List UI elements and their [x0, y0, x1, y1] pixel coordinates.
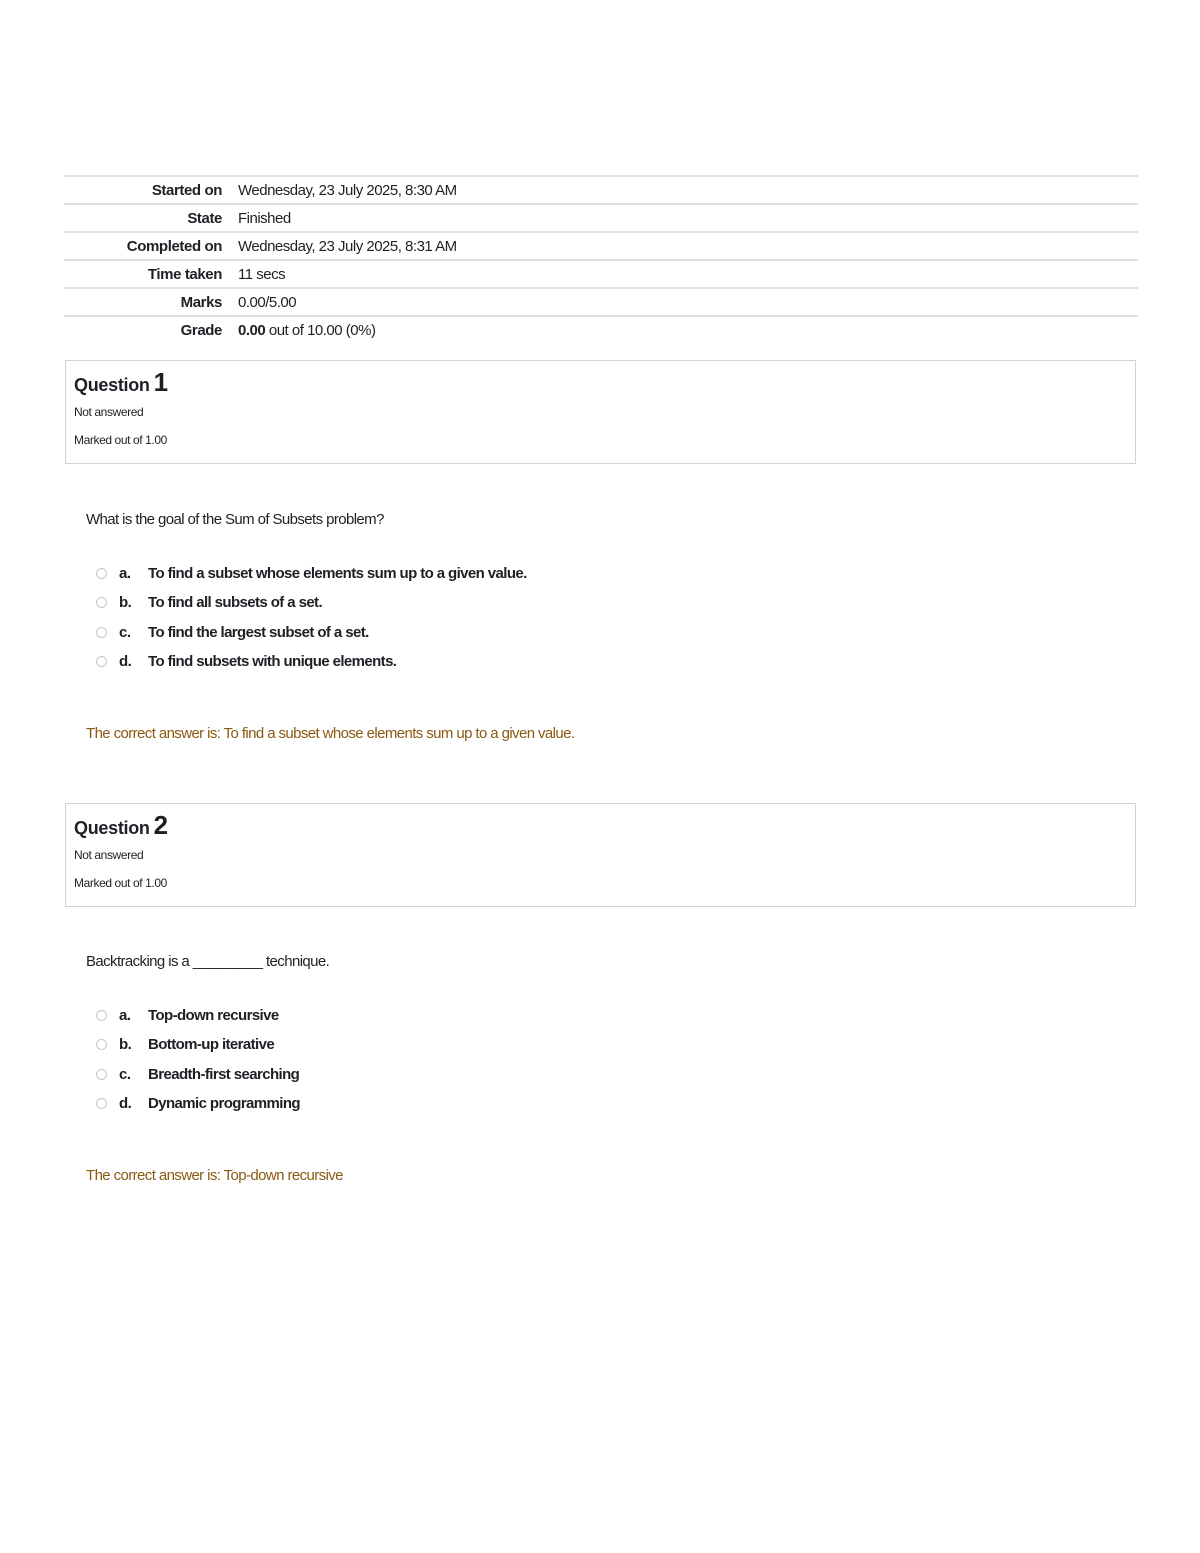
- answer-option[interactable]: [96, 1030, 1086, 1059]
- answer-letter: a.: [119, 565, 131, 583]
- grade-value: 0.00: [238, 322, 266, 339]
- answer-letter: c.: [119, 623, 131, 641]
- summary-value: Wednesday, 23 July 2025, 8:30 AM: [238, 181, 457, 199]
- question-state: Not answered: [74, 405, 144, 419]
- summary-label: Marks: [64, 288, 238, 316]
- question-text: What is the goal of the Sum of Subsets problem?: [86, 511, 384, 528]
- question-number: [74, 812, 1135, 841]
- summary-value: [238, 316, 1138, 344]
- answer-letter: d.: [119, 1095, 132, 1113]
- question-content: [86, 951, 1086, 1184]
- answer-option[interactable]: [96, 1001, 1086, 1030]
- summary-value: 11 secs: [238, 260, 1138, 288]
- question-number-value: 1: [153, 367, 168, 397]
- radio-button[interactable]: [96, 568, 107, 579]
- radio-button[interactable]: [96, 597, 107, 608]
- summary-label: State: [64, 204, 238, 232]
- answer-option[interactable]: [96, 1060, 1086, 1089]
- summary-label: Started on: [151, 181, 222, 199]
- answer-option[interactable]: [96, 559, 1086, 588]
- radio-button[interactable]: [96, 1010, 107, 1021]
- answer-letter: a.: [119, 1007, 131, 1025]
- question-content: [86, 509, 1086, 742]
- answer-option[interactable]: [96, 1089, 1086, 1118]
- answer-text: Bottom-up iterative: [148, 1036, 275, 1054]
- answer-option[interactable]: [96, 588, 1086, 617]
- radio-button[interactable]: [96, 1069, 107, 1080]
- question-label: Question: [74, 818, 150, 838]
- summary-row-time-taken: [64, 260, 1138, 288]
- question-label: Question: [74, 375, 150, 395]
- summary-row-marks: [64, 288, 1138, 316]
- correct-answer-feedback: The correct answer is: To find a subset whose elements sum up to a given value.: [86, 725, 575, 743]
- answer-text: To find all subsets of a set.: [148, 594, 323, 612]
- answer-text: To find the largest subset of a set.: [148, 623, 369, 641]
- answer-letter: b.: [119, 594, 132, 612]
- answer-text: Breadth-first searching: [148, 1065, 300, 1083]
- summary-label: Time taken: [64, 260, 238, 288]
- summary-label: Grade: [64, 316, 238, 344]
- answer-letter: d.: [119, 653, 132, 671]
- question-number: [74, 369, 1135, 398]
- correct-answer-feedback: The correct answer is: Top-down recursive: [86, 1167, 343, 1185]
- answer-text: To find subsets with unique elements.: [148, 653, 397, 671]
- answer-letter: b.: [119, 1036, 132, 1054]
- answer-letter: c.: [119, 1065, 131, 1083]
- radio-button[interactable]: [96, 627, 107, 638]
- answer-text: To find a subset whose elements sum up to a given value.: [148, 565, 527, 583]
- radio-button[interactable]: [96, 656, 107, 667]
- radio-button[interactable]: [96, 1098, 107, 1109]
- question-text: Backtracking is a _________ technique.: [86, 953, 330, 970]
- question-grade: Marked out of 1.00: [74, 876, 167, 890]
- attempt-summary-table: [64, 175, 1138, 344]
- answer-text: Top-down recursive: [148, 1007, 279, 1025]
- question-grade: Marked out of 1.00: [74, 433, 167, 447]
- answer-list: [86, 559, 1086, 676]
- question-info-box: [65, 360, 1136, 464]
- summary-row-completed: [64, 232, 1138, 260]
- answer-option[interactable]: [96, 647, 1086, 676]
- summary-row-state: [64, 204, 1138, 232]
- question-info-box: [65, 803, 1136, 907]
- question-number-value: 2: [153, 810, 168, 840]
- summary-row-started: [64, 176, 1138, 204]
- question-state: Not answered: [74, 848, 144, 862]
- summary-row-grade: [64, 316, 1138, 344]
- summary-label: Completed on: [64, 232, 238, 260]
- answer-text: Dynamic programming: [148, 1095, 300, 1113]
- radio-button[interactable]: [96, 1039, 107, 1050]
- answer-option[interactable]: [96, 618, 1086, 647]
- answer-list: [86, 1001, 1086, 1118]
- summary-value: 0.00/5.00: [238, 288, 1138, 316]
- grade-out-of: out of 10.00 (0%): [265, 322, 376, 339]
- summary-value: Finished: [238, 204, 1138, 232]
- summary-value: Wednesday, 23 July 2025, 8:31 AM: [238, 232, 1138, 260]
